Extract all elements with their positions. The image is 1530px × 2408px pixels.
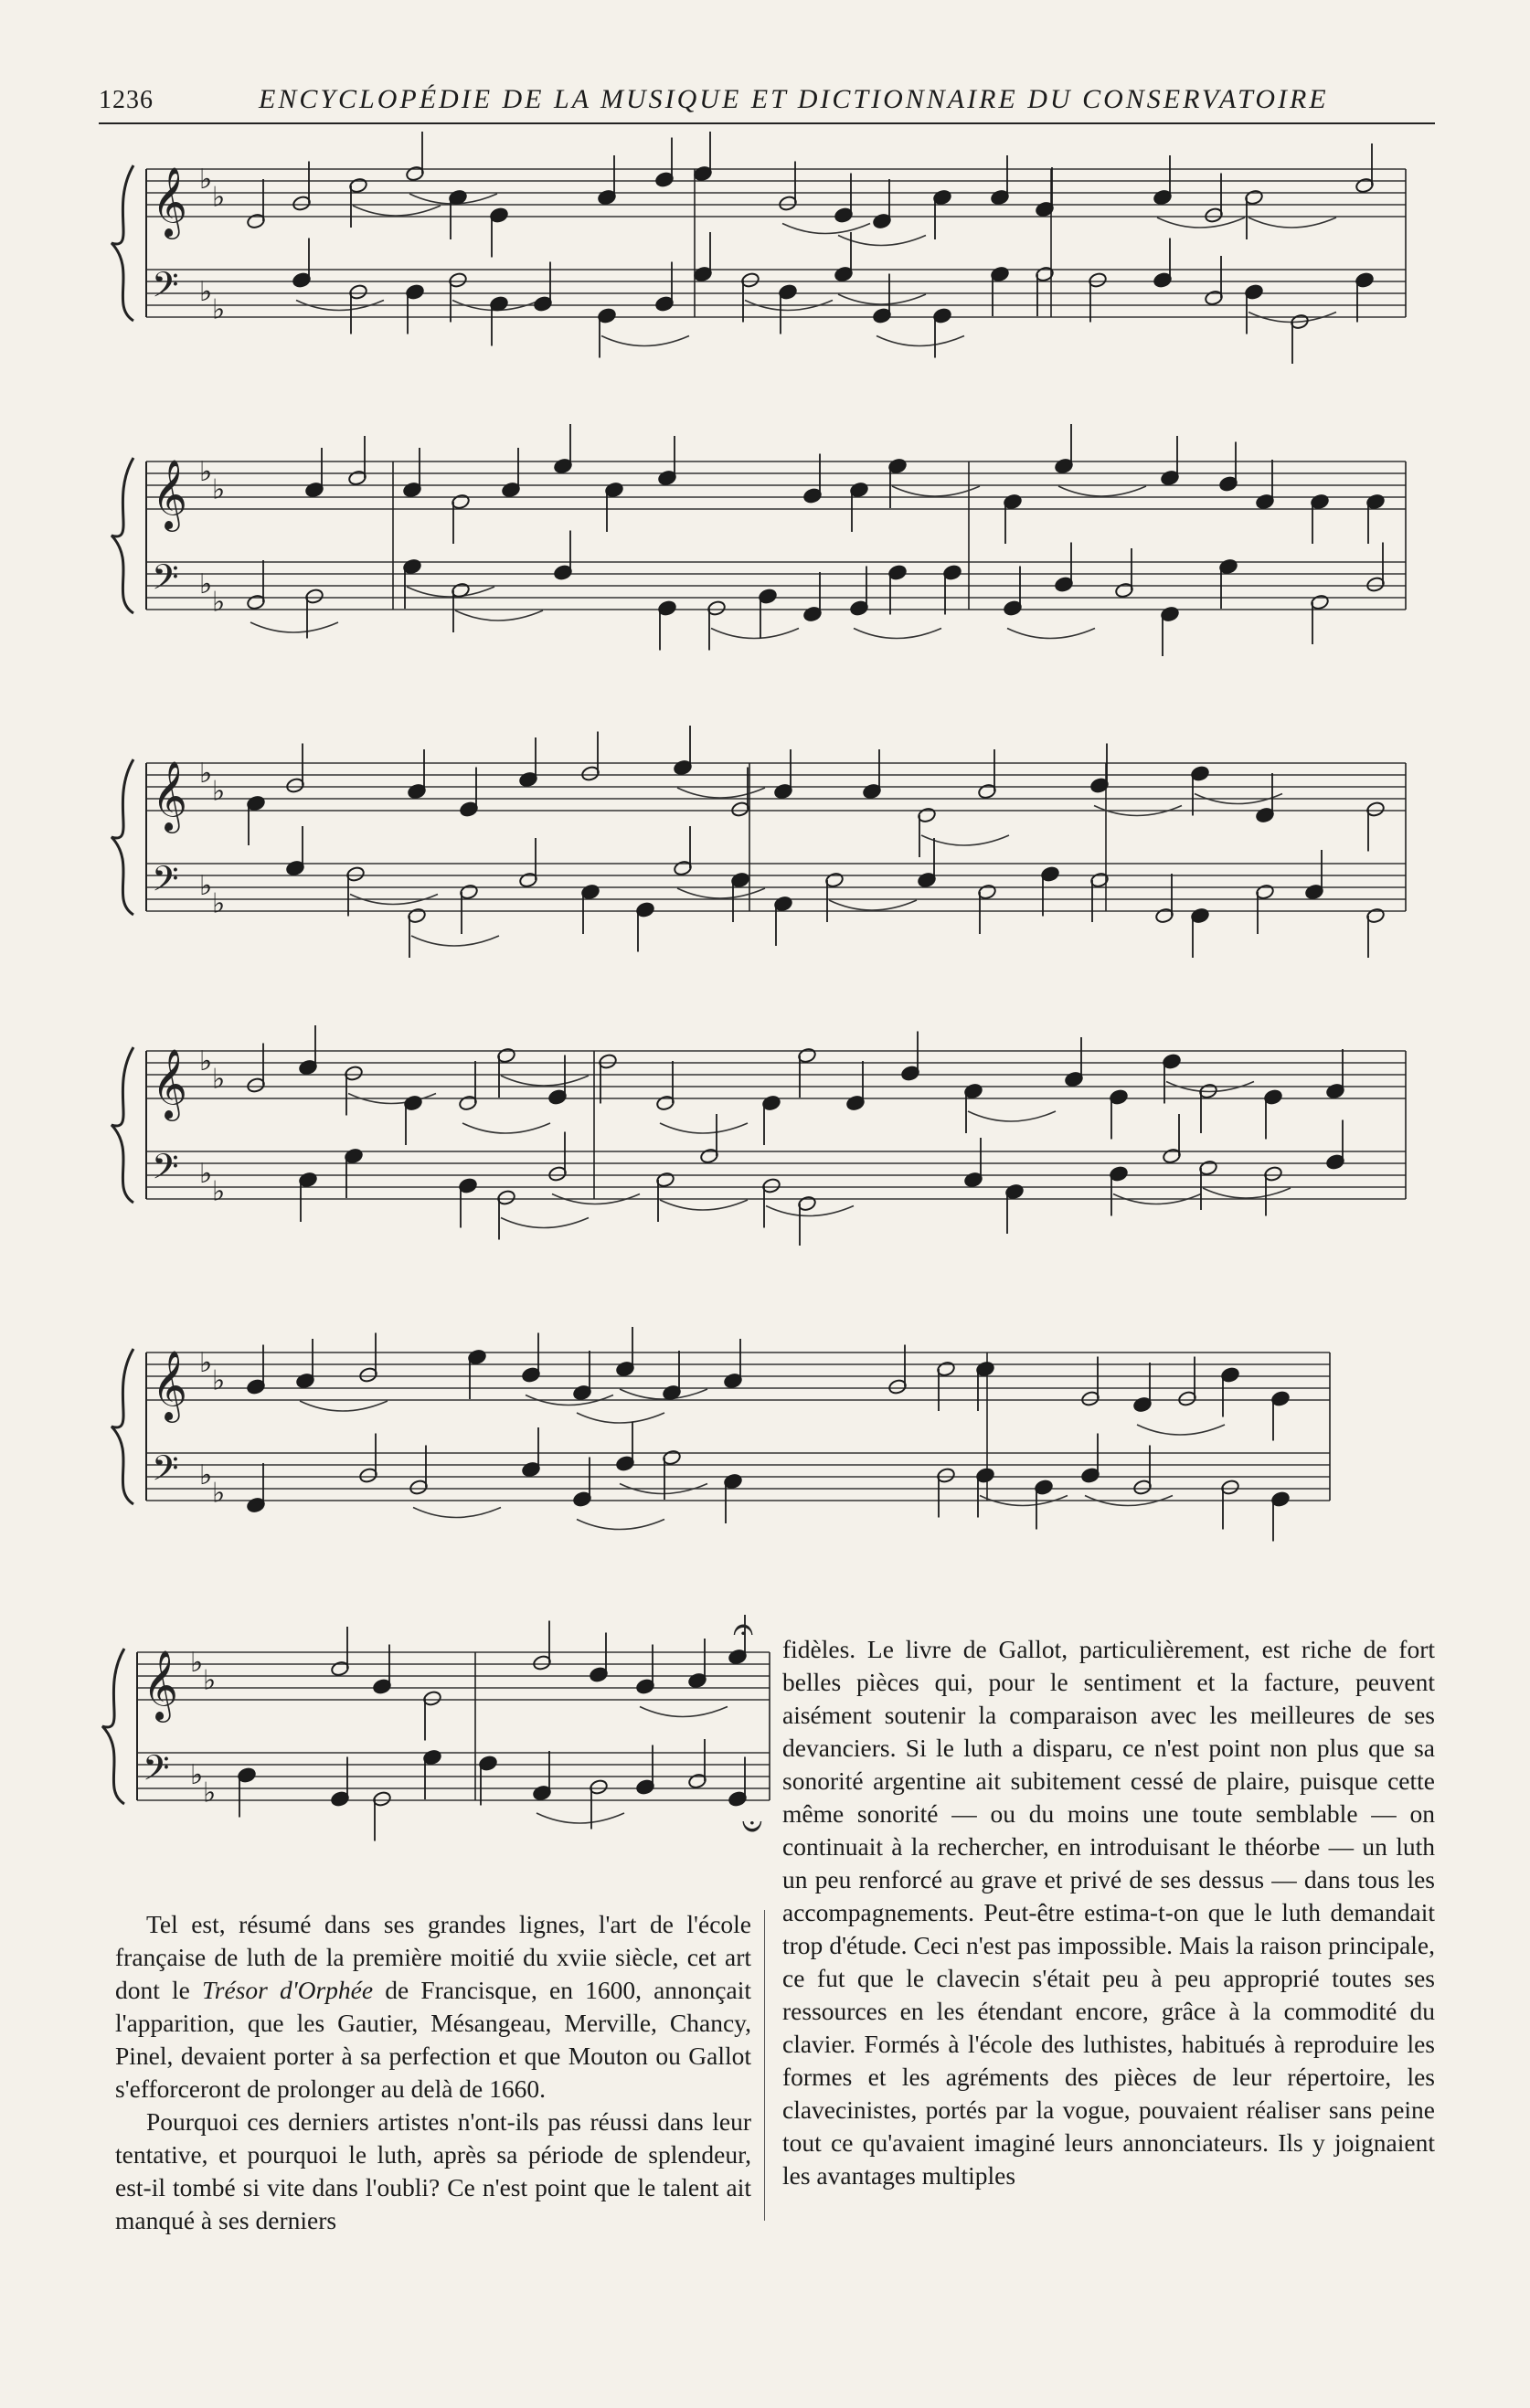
left-text-column bbox=[115, 1908, 751, 2237]
brace bbox=[112, 1349, 133, 1504]
slur bbox=[1203, 1188, 1291, 1198]
slur bbox=[577, 1413, 664, 1423]
fermata-icon: 𝄐 bbox=[741, 1806, 762, 1848]
slur bbox=[537, 1813, 624, 1823]
bass-clef-icon: 𝄢 bbox=[152, 264, 179, 313]
slur bbox=[300, 1401, 388, 1411]
slur bbox=[640, 1707, 728, 1717]
flat-icon: ♭ bbox=[199, 1045, 213, 1077]
slur bbox=[1007, 629, 1095, 639]
slur bbox=[877, 336, 964, 346]
treble-clef-icon: 𝄞 bbox=[152, 1350, 188, 1420]
brace bbox=[102, 1649, 124, 1804]
paragraph: Tel est, résumé dans ses grandes lignes, l'art de l'école française de luth de la première moitié du xviie siècle, cet art dont le Trésor d'Orphée de Francisque, en 1600, annonçait l'apparition, que les Gautier, Mésangeau, Merville, Chancy, Pinel, devaient porter à sa perfection et que Mouton ou Gallot s'efforceront de prolonger au delà de 1660. bbox=[115, 1910, 751, 2103]
flat-icon: ♭ bbox=[190, 1759, 204, 1791]
slur bbox=[854, 629, 941, 639]
treble-clef-icon: 𝄞 bbox=[152, 459, 188, 529]
slur bbox=[829, 900, 917, 910]
flat-icon: ♭ bbox=[212, 293, 226, 326]
brace bbox=[112, 165, 133, 321]
flat-icon: ♭ bbox=[212, 1364, 226, 1397]
treble-clef-icon: 𝄞 bbox=[143, 1650, 179, 1720]
flat-icon: ♭ bbox=[199, 870, 213, 902]
column-divider bbox=[764, 1910, 765, 2221]
flat-icon: ♭ bbox=[212, 1063, 226, 1096]
slur bbox=[462, 1123, 550, 1133]
right-text-column bbox=[782, 1633, 1435, 2192]
slur bbox=[407, 587, 494, 597]
flat-icon: ♭ bbox=[203, 1664, 217, 1697]
slur bbox=[455, 610, 543, 621]
flat-icon: ♭ bbox=[199, 568, 213, 600]
slur bbox=[1157, 217, 1245, 228]
slur bbox=[968, 1111, 1056, 1121]
flat-icon: ♭ bbox=[212, 586, 226, 619]
slur bbox=[660, 1123, 748, 1133]
paragraph: Pourquoi ces derniers artistes n'ont-ils pas réussi dans leur tentative, et pourquoi le luth, après sa période de splendeur, est-il tombé si vite dans l'oubli? Ce n'est point que le talent ait manqué à ses derniers bbox=[115, 2107, 751, 2234]
bass-clef-icon: 𝄢 bbox=[152, 1146, 179, 1195]
bass-clef-icon: 𝄢 bbox=[152, 858, 179, 907]
flat-icon: ♭ bbox=[212, 775, 226, 808]
book-title: Trésor d'Orphée bbox=[202, 1976, 374, 2004]
brace bbox=[112, 759, 133, 915]
flat-icon: ♭ bbox=[190, 1647, 204, 1679]
flat-icon: ♭ bbox=[212, 1477, 226, 1510]
slur bbox=[1058, 486, 1146, 496]
bass-clef-icon: 𝄢 bbox=[152, 1448, 179, 1497]
slur bbox=[892, 486, 980, 496]
running-title: ENCYCLOPÉDIE DE LA MUSIQUE ET DICTIONNAIRE DU CONSERVATOIRE bbox=[259, 84, 1329, 114]
slur bbox=[577, 1520, 664, 1530]
slur bbox=[411, 936, 499, 946]
slur bbox=[1248, 217, 1336, 228]
slur bbox=[353, 206, 441, 216]
slur bbox=[677, 888, 765, 898]
slur bbox=[250, 622, 338, 632]
flat-icon: ♭ bbox=[199, 1347, 213, 1379]
slur bbox=[501, 1076, 589, 1086]
brace bbox=[112, 1047, 133, 1203]
flat-icon: ♭ bbox=[199, 1459, 213, 1491]
slur bbox=[1137, 1425, 1225, 1435]
flat-icon: ♭ bbox=[199, 758, 213, 790]
flat-icon: ♭ bbox=[199, 164, 213, 196]
flat-icon: ♭ bbox=[199, 456, 213, 488]
flat-icon: ♭ bbox=[212, 473, 226, 506]
slur bbox=[711, 629, 799, 639]
slur bbox=[766, 1206, 854, 1216]
paragraph: fidèles. Le livre de Gallot, particulièrement, est riche de fort belles pièces qui, pour le sentiment et la facture, peuvent aisément soutenir la comparaison avec les meilleures de ses devanciers. Si le luth a disparu, ce n'est point non plus que sa sonorité argentine ait subitement cessé de plaire, puisque cette même sonorité — ou du moins une toute semblable — on continuait à la rechercher, en introduisant le théorbe — un luth un peu renforcé au grave et privé de ses dessus — dans tous les accompagnements. Peut-être estima-t-on que le luth demandait trop d'étude. Ceci n'est pas impossible. Mais la raison principale, ce fut que le clavecin s'était peu à peu approprié toutes ses ressources en les étendant encore, grâce à la commodité du clavier. Formés à l'école des luthistes, habitués à reproduire les formes et les agréments des pièces de leur répertoire, les clavecinistes, portés par la vogue, pouvaient réaliser sans peine tout ce qu'avaient imaginé leurs annonciateurs. Ils y joignaient les avantages multiples bbox=[782, 1635, 1435, 2190]
flat-icon: ♭ bbox=[199, 1158, 213, 1190]
slur bbox=[782, 224, 870, 234]
fermata-icon: 𝄐 bbox=[733, 1608, 754, 1650]
page-number: 1236 bbox=[99, 86, 154, 114]
flat-icon: ♭ bbox=[212, 887, 226, 920]
flat-icon: ♭ bbox=[212, 181, 226, 214]
treble-clef-icon: 𝄞 bbox=[152, 760, 188, 831]
treble-clef-icon: 𝄞 bbox=[152, 1048, 188, 1119]
flat-icon: ♭ bbox=[212, 1175, 226, 1208]
flat-icon: ♭ bbox=[203, 1777, 217, 1809]
treble-clef-icon: 𝄞 bbox=[152, 166, 188, 237]
slur bbox=[677, 788, 765, 798]
bass-clef-icon: 𝄢 bbox=[152, 557, 179, 606]
bass-clef-icon: 𝄢 bbox=[143, 1747, 170, 1797]
slur bbox=[838, 294, 926, 304]
slur bbox=[501, 1218, 589, 1228]
flat-icon: ♭ bbox=[199, 276, 213, 308]
slur bbox=[660, 1200, 748, 1210]
slur bbox=[601, 336, 689, 346]
brace bbox=[112, 458, 133, 613]
slur bbox=[413, 1508, 501, 1518]
